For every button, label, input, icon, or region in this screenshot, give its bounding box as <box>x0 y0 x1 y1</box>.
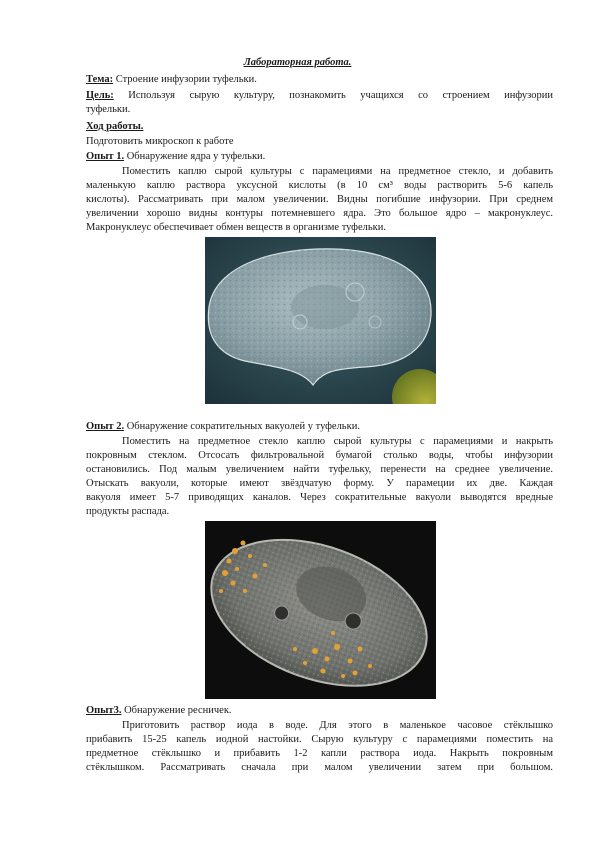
topic-line <box>86 73 556 87</box>
exp2-paragraph <box>86 435 553 519</box>
exp1-line: увеличении хорошо видны контуры потемневшего ядра. Это большое ядро – макронуклеус. <box>86 208 553 219</box>
exp2-line: продукты распада. <box>86 506 170 517</box>
exp1-line: Макронуклеус обеспечивает обмен веществ в организме туфельки. <box>86 222 386 233</box>
exp3-paragraph <box>86 719 553 775</box>
exp3-line: Приготовить раствор иода в воде. Для этого в маленькое часовое стёклышко <box>122 720 553 731</box>
exp1-label: Опыт 1. <box>86 151 125 162</box>
step-prepare: Подготовить микроскоп к работе <box>86 136 234 147</box>
exp1-title: Обнаружение ядра у туфельки. <box>124 151 266 162</box>
goal-line-2: туфельки. <box>86 104 131 115</box>
exp2-line: покровным стеклом. Отсосать фильтровальной бумагой столько воды, чтобы инфузории <box>86 450 553 461</box>
exp3-heading <box>86 704 556 718</box>
exp1-line: кислоты). Рассматривать при малом увеличении. Видны погибшие инфузории. При среднем <box>86 194 553 205</box>
exp1-heading <box>86 150 556 164</box>
exp2-line: Поместить на предметное стекло каплю сырой культуры с парамециями и накрыть <box>122 436 553 447</box>
topic-label: Тема: <box>86 74 114 85</box>
exp2-line: Отыскать вакуоли, которые имеют звёздчатую форму. У парамеции их две. Каждая <box>86 478 553 489</box>
exp3-label: Опыт3. <box>86 705 122 716</box>
goal-label: Цель: <box>86 90 114 101</box>
goal-paragraph <box>86 89 553 117</box>
goal-line-1: Используя сырую культуру, познакомить учащихся со строением инфузории <box>113 90 553 101</box>
page-title: Лабораторная работа. <box>243 57 352 68</box>
exp2-heading <box>86 420 556 434</box>
exp1-line: маленькую каплю раствора уксусной кислоты (в 10 см³ воды растворить 5-6 капель <box>86 180 553 191</box>
exp3-title: Обнаружение ресничек. <box>121 705 232 716</box>
exp1-paragraph <box>86 165 553 235</box>
exp2-line: вакуоля имеет 5-7 приводящих каналов. Через сократительные вакуоли выводятся вредные <box>86 492 553 503</box>
paramecium-photo-nucleus <box>205 237 436 404</box>
exp3-line: стёклышком. Рассматривать сначала при малом увеличении затем при большом. <box>86 762 553 773</box>
exp1-line: Поместить каплю сырой культуры с парамециями на предметное стекло, и добавить <box>122 166 553 177</box>
exp3-line: прибавить 15-25 капель иодной настойки. Сырую культуру с парамециями поместить на <box>86 734 553 745</box>
paramecium-photo-vacuoles <box>205 521 436 699</box>
topic-text: Строение инфузории туфельки. <box>113 74 257 85</box>
exp2-label: Опыт 2. <box>86 421 125 432</box>
exp3-line: предметное стёклышко и прибавить 1-2 капли раствора иода. Накрыть покровным <box>86 748 553 759</box>
exp2-title: Обнаружение сократительных вакуолей у туфельки. <box>124 421 360 432</box>
exp2-line: остановились. Под малым увеличением найти туфельку, перенести на среднее увеличение. <box>86 464 553 475</box>
progress-heading: Ход работы. <box>86 121 144 132</box>
